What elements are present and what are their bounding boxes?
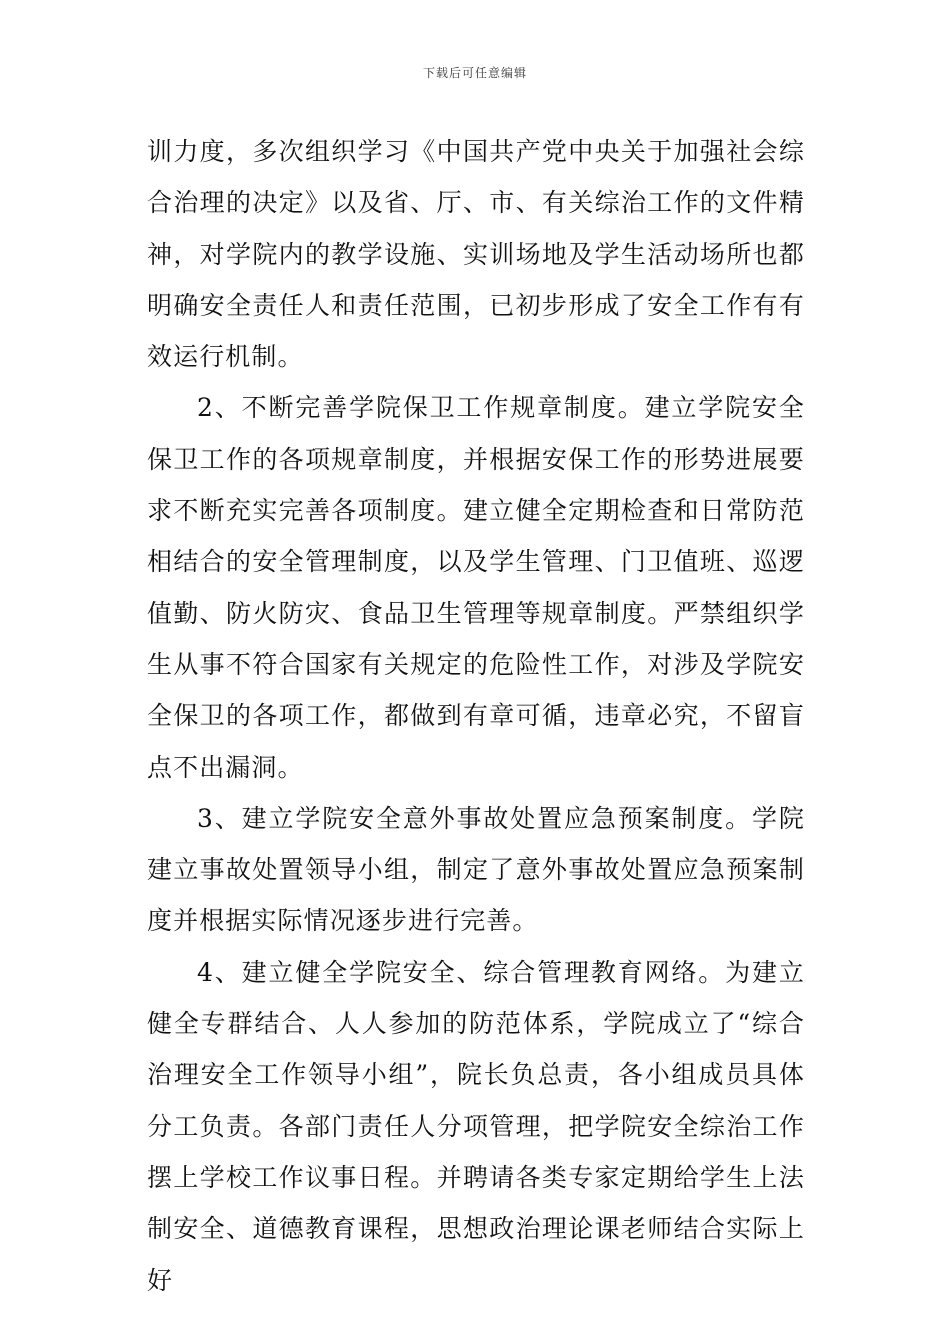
paragraph-continuation: 训力度，多次组织学习《中国共产党中央关于加强社会综合治理的决定》以及省、厅、市、有关综治工作的文件精神，对学院内的教学设施、实训场地及学生活动场所也都明确安全责任人和责任范围，已初步形成了安全工作有有效运行机制。 [147, 137, 805, 372]
page-header: 下载后可任意编辑 [422, 66, 527, 80]
paragraph-item-3: 3、建立学院安全意外事故处置应急预案制度。学院建立事故处置领导小组，制定了意外事故处置应急预案制度并根据实际情况逐步进行完善。 [147, 803, 805, 936]
document-body [147, 126, 805, 1306]
paragraph-item-4: 4、建立健全学院安全、综合管理教育网络。为建立健全专群结合、人人参加的防范体系，学院成立了“综合治理安全工作领导小组”，院长负总责，各小组成员具体分工负责。各部门责任人分项管理，把学院安全综治工作摆上学校工作议事日程。并聘请各类专家定期给学生上法制安全、道德教育课程，思想政治理论课老师结合实际上好 [147, 957, 805, 1295]
paragraph-item-2: 2、不断完善学院保卫工作规章制度。建立学院安全保卫工作的各项规章制度，并根据安保工作的形势进展要求不断充实完善各项制度。建立健全定期检查和日常防范相结合的安全管理制度，以及学生管理、门卫值班、巡逻值勤、防火防灾、食品卫生管理等规章制度。严禁组织学生从事不符合国家有关规定的危险性工作，对涉及学院安全保卫的各项工作，都做到有章可循，违章必究，不留盲点不出漏洞。 [147, 393, 805, 782]
